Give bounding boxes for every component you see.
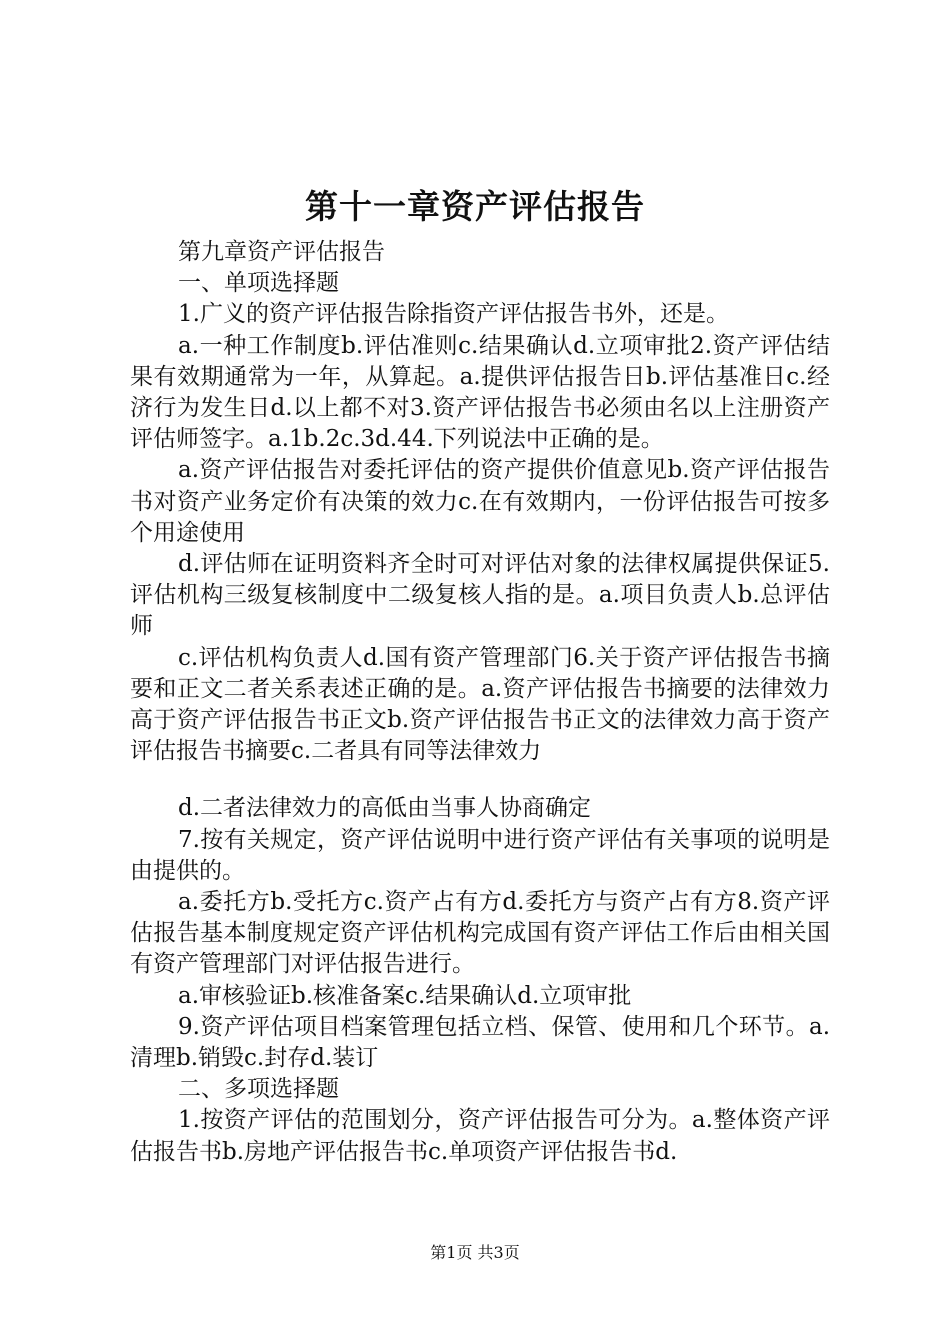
page-number-footer: 第1页 共3页 <box>430 1243 520 1262</box>
paragraph: 1.广义的资产评估报告除指资产评估报告书外，还是。 <box>178 301 729 328</box>
document-body <box>130 237 830 1168</box>
paragraph: 第九章资产评估报告 <box>178 239 385 265</box>
paragraph: d.评估师在证明资料齐全时可对评估对象的法律权属提供保证5.评估机构三级复核制度中二级复核人指的是。a.项目负责人b.总评估师 <box>130 551 830 640</box>
section-heading: 一、单项选择题 <box>178 270 339 297</box>
paragraph: 9.资产评估项目档案管理包括立档、保管、使用和几个环节。a.清理b.销毁c.封存d.装订 <box>130 1013 830 1072</box>
paragraph: 7.按有关规定，资产评估说明中进行资产评估有关事项的说明是由提供的。 <box>130 826 830 884</box>
paragraph: a.委托方b.受托方c.资产占有方d.委托方与资产占有方8.资产评估报告基本制度规定资产评估机构完成国有资产评估工作后由相关国有资产管理部门对评估报告进行。 <box>130 889 830 978</box>
paragraph: a.审核验证b.核准备案c.结果确认d.立项审批 <box>178 982 632 1009</box>
paragraph: a.一种工作制度b.评估准则c.结果确认d.立项审批2.资产评估结果有效期通常为一年，从算起。a.提供评估报告日b.评估基准日c.经济行为发生日d.以上都不对3.资产评估报告书必须由名以上注册资产评估师签字。a.1b.2c.3d.44.下列说法中正确的是。 <box>130 332 830 453</box>
paragraph: c.评估机构负责人d.国有资产管理部门6.关于资产评估报告书摘要和正文二者关系表述正确的是。a.资产评估报告书摘要的法律效力高于资产评估报告书正文b.资产评估报告书正文的法律效力高于资产评估报告书摘要c.二者具有同等法律效力 <box>130 644 830 765</box>
paragraph: 1.按资产评估的范围划分，资产评估报告可分为。a.整体资产评估报告书b.房地产评估报告书c.单项资产评估报告书d. <box>130 1107 830 1165</box>
document-title: 第十一章资产评估报告 <box>305 187 645 226</box>
paragraph: a.资产评估报告对委托评估的资产提供价值意见b.资产评估报告书对资产业务定价有决策的效力c.在有效期内，一份评估报告可按多个用途使用 <box>130 457 830 546</box>
section-heading: 二、多项选择题 <box>178 1076 339 1103</box>
paragraph: d.二者法律效力的高低由当事人协商确定 <box>178 795 592 822</box>
